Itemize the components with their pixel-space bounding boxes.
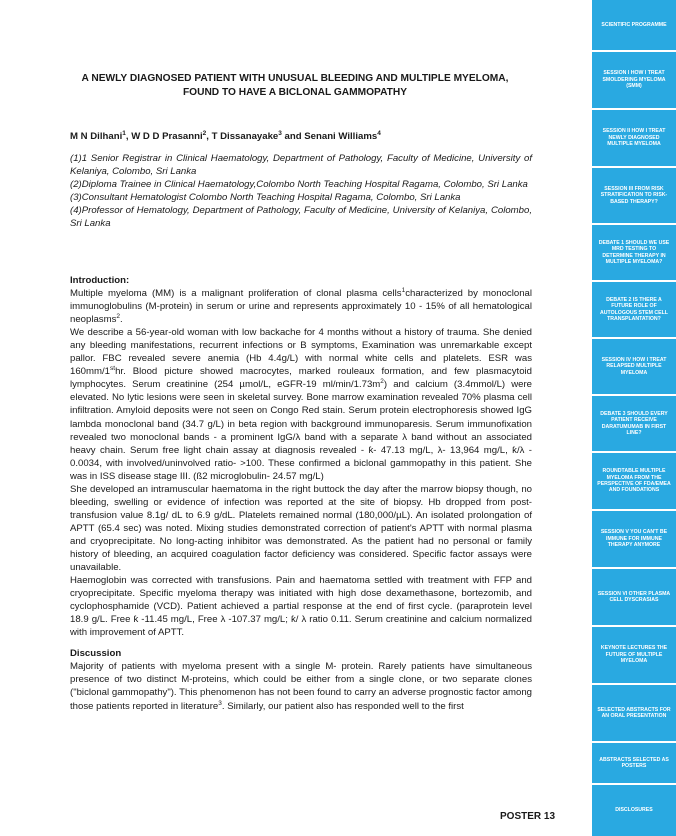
author-3: , T Dissanayake <box>206 131 279 143</box>
sidebar-item-selected-abstracts-oral[interactable]: SELECTED ABSTRACTS FOR AN ORAL PRESENTATION <box>592 685 676 741</box>
sidebar-item-roundtable[interactable]: ROUNDTABLE MULTIPLE MYELOMA FROM THE PERSPECTIVE OF FDA/EMEA AND FOUNDATIONS <box>592 453 676 509</box>
sidebar-item-keynote-lectures[interactable]: KEYNOTE LECTURES THE FUTURE OF MULTIPLE MYELOMA <box>592 627 676 683</box>
affiliation-2: (2)Diploma Trainee in Clinical Haematology,Colombo North Teaching Hospital Ragama, Colombo, Sri Lanka <box>70 179 528 190</box>
intro-p1-text-b: characterized by monoclonal immunoglobulins (M-protein) in serum or urine and represents approximately 10 - 15% of all hematological neoplasms <box>70 288 532 326</box>
intro-p2-text-c: ) and calcium (3.4mmol/L) were elevated. No lytic lesions were seen in skeletal survey. Bone marrow examination revealed 70% plasma cell infiltration. Amyloid deposits were not seen on Congo Red stain. Serum protein electrophoresis showed IgG lambda monoclonal band (34.7 g/L) in beta region with background immunoparesis. Serum immunofixation revealed two monoclonal bands - a prominent IgG/λ band with a separate λ band without an associated heavy chain. Serum free light chain assay at diagnosis revealed - ƙ- 47.13 mg/L, λ- 13,964 mg/L, ƙ/λ - 0.0034, with involved/uninvolved ratio- >100. These confirmed a biclonal gammopathy in this patient. She was in ISS disease stage III. (ß2 microglobulin- 24.57 mg/L) <box>70 379 532 482</box>
title-line-2: FOUND TO HAVE A BICLONAL GAMMOPATHY <box>182 87 408 98</box>
article-body <box>70 274 532 713</box>
sidebar-item-session-3[interactable]: SESSION III FROM RISK STRATIFICATION TO RISK-BASED THERAPY? <box>592 168 676 223</box>
intro-p2-sup-2: 2 <box>380 378 384 386</box>
sidebar-item-disclosures[interactable]: DISCLOSURES <box>592 785 676 836</box>
discussion-p1-text-b: . Similarly, our patient also has responded well to the first <box>221 700 464 712</box>
affiliation-4: (4)Professor of Hematology, Department of Pathology, Faculty of Medicine, University of Kelaniya, Colombo, Sri Lanka <box>70 205 532 229</box>
author-3-sup: 3 <box>278 130 282 137</box>
introduction-heading: Introduction: <box>70 275 130 286</box>
author-1-sup: 1 <box>122 130 126 137</box>
author-list <box>70 127 530 143</box>
discussion-p1-sup: 3 <box>218 699 222 707</box>
author-4: and Senani Williams <box>281 131 378 143</box>
discussion-heading: Discussion <box>70 648 122 660</box>
sidebar-item-session-6[interactable]: SESSION VI OTHER PLASMA CELL DYSCRASIAS <box>592 569 676 625</box>
sidebar-item-abstracts-posters[interactable]: ABSTRACTS SELECTED AS POSTERS <box>592 743 676 783</box>
sidebar-item-session-1[interactable]: SESSION I HOW I TREAT SMOLDERING MYELOMA (SMM) <box>592 52 676 108</box>
document-title <box>60 72 530 100</box>
intro-p1-sup-2: 2 <box>116 312 121 320</box>
author-4-sup: 4 <box>377 130 381 137</box>
title-line-1: A NEWLY DIAGNOSED PATIENT WITH UNUSUAL BLEEDING AND MULTIPLE MYELOMA, <box>81 73 509 84</box>
sidebar-item-scientific-programme[interactable]: SCIENTIFIC PROGRAMME <box>592 0 676 50</box>
author-2: , W D D Prasanni <box>125 131 203 143</box>
poster-number: POSTER 13 <box>500 811 556 822</box>
intro-paragraph-3: She developed an intramuscular haematoma in the right buttock the day after the marrow biopsy though, no bleeding, swelling or evidence of infection was reported at the site of biopsy. Hb dropped from post-transfusion value 8.1g/ dL to 6.9 g/dL. Platelets remained normal (180,000/µL). An isolated prolongation of APTT (65.4 sec) was noted. Mixing studies demonstrated correction of patient's APTT with normal plasma and cryoprecipitate. No long-acting inhibitor was demonstrated. As the patient had no personal or family history of bleeding, an acquired coagulation factor deficiency was considered. Specific factor assays were unavailable. <box>70 483 532 574</box>
sidebar-item-session-2[interactable]: SESSION II HOW I TREAT NEWLY DIAGNOSED MULTIPLE MYELOMA <box>592 110 676 166</box>
sidebar-item-debate-2[interactable]: DEBATE 2 IS THERE A FUTURE ROLE OF AUTOLOGOUS STEM CELL TRANSPLANTATION? <box>592 282 676 337</box>
affiliation-3: (3)Consultant Hematologist Colombo North Teaching Hospital Ragama, Colombo, Sri Lanka <box>70 192 461 203</box>
sidebar-item-debate-3[interactable]: DEBATE 3 SHOULD EVERY PATIENT RECEIVE DARATUMUMAB IN FIRST LINE? <box>592 396 676 451</box>
sidebar-item-debate-1[interactable]: DEBATE 1 SHOULD WE USE MRD TESTING TO DETERMINE THERAPY IN MULTIPLE MYELOMA? <box>592 225 676 280</box>
affiliations <box>70 152 532 230</box>
intro-paragraph-2 <box>70 326 532 483</box>
author-2-sup: 2 <box>202 130 207 137</box>
intro-p1-text-a: Multiple myeloma (MM) is a malignant proliferation of clonal plasma cells <box>70 288 402 300</box>
affiliation-1: (1)1 Senior Registrar in Clinical Haematology, Department of Pathology, Faculty of Medicine, University of Kelaniya, Colombo, Sri Lanka <box>70 153 532 177</box>
intro-p2-sup-1: st <box>110 365 116 373</box>
sidebar-nav <box>592 0 676 836</box>
discussion-p1-text-a: Majority of patients with myeloma present with a single M- protein. Rarely patients have simultaneous presence of two distinct M-proteins, which could be either from a single clone, or two separate clones ("biclonal gammopathy"). This phenomenon has not been found to carry an adverse prognostic factor among those patients reported in literature <box>70 661 532 712</box>
intro-p1-text-c: . <box>120 314 123 326</box>
sidebar-item-session-5[interactable]: SESSION V YOU CAN'T BE IMMUNE FOR IMMUNE THERAPY ANYMORE <box>592 511 676 567</box>
author-1: M N Dilhani <box>70 131 123 143</box>
intro-p2-text-a: We describe a 56-year-old woman with low backache for 4 months without a history of trauma. She denied any bleeding manifestations, recurrent infections or B symptoms, Examination was unremarkable except pallor. FBC revealed severe anemia (Hb 4.4g/L) with normal white cells and platelets. ESR was 160mm/1 <box>70 327 532 378</box>
intro-paragraph-1 <box>70 287 532 326</box>
intro-p1-sup-1: 1 <box>401 286 406 294</box>
discussion-paragraph-1 <box>70 660 532 712</box>
intro-p2-text-b: hr. Blood picture showed macrocytes, marked rouleaux formation, and few plasmacytoid lymphocytes. Serum creatinine (254 µmol/L, eGFR-19 ml/min/1.73m <box>70 366 532 391</box>
intro-paragraph-4: Haemoglobin was corrected with transfusions. Pain and haematoma settled with treatment with FFP and cryoprecipitate. Specific myeloma therapy was initiated with high dose dexamethasone, bortezomib, and cyclophosphamide (VCD). Patient achieved a partial response at the end of first cycle. (paraprotein level 18.9 g/L. Free ƙ -11.45 mg/L, Free λ -107.37 mg/L; ƙ/ λ ratio 0.11. Serum creatinine and calcium normalized with improvement of APTT. <box>70 575 532 639</box>
sidebar-item-session-4[interactable]: SESSION IV HOW I TREAT RELAPSED MULTIPLE MYELOMA <box>592 339 676 394</box>
